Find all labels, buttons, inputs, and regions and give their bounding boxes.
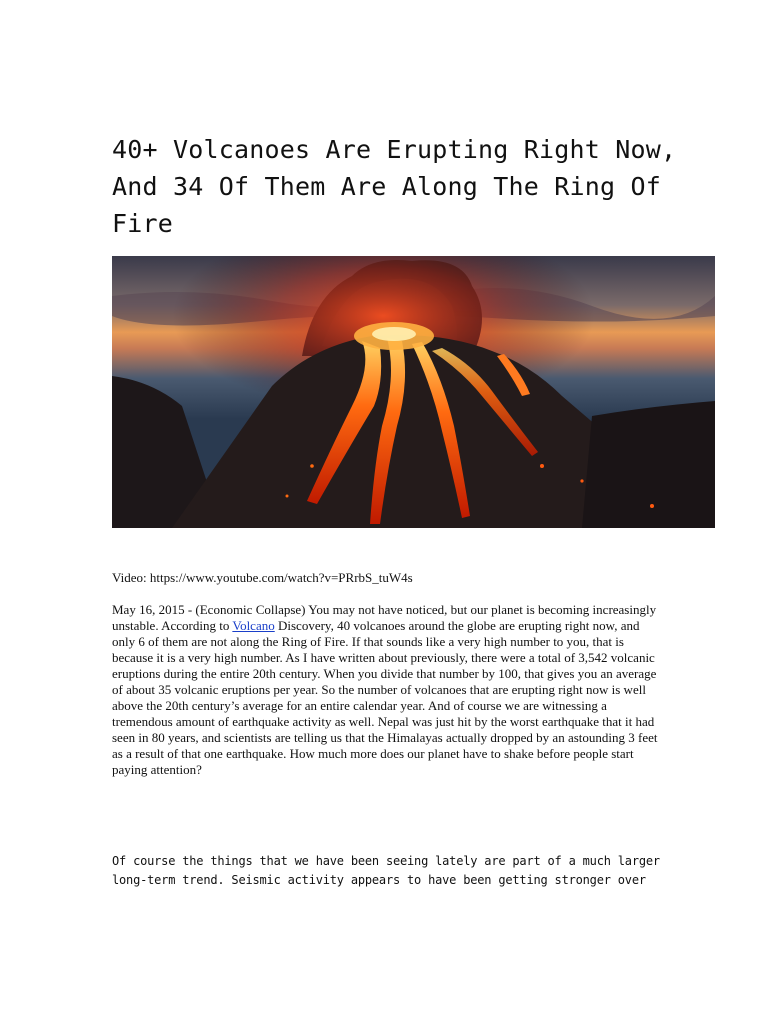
paragraph-text-start: May 16, 2015 - (Economic Collapse) You may not have noticed, but our planet is becoming increasingly unstable. According to	[112, 602, 657, 633]
paragraph-text-end: Discovery, 40 volcanoes around the globe are erupting right now, and only 6 of them are not along the Ring of Fire. If that sounds like a very high number to you, that is because it is a very high number. As I have written about previously, there were a total of 3,542 volcanic eruptions during the entire 20th century. When you divide that number by 100, that gives you an average of about 35 volcanic eruptions per year. So the number of volcanoes that are erupting right now is well above the 20th century’s average for an entire calendar year. And of course we are witnessing a tremendous amount of earthquake activity as well. Nepal was just hit by the worst earthquake that it had seen in 80 years, and scientists are telling us that the Himalayas actually dropped by an astounding 3 feet as a result of that one earthquake. How much more does our planet have to shake before people start paying attention?	[112, 618, 658, 777]
paragraph-line: Of course the things that we have been seeing lately are part of a much larger	[112, 854, 660, 868]
volcano-link[interactable]: Volcano	[232, 618, 275, 633]
article-paragraph-2	[112, 852, 672, 890]
paragraph-line: long-term trend. Seismic activity appears to have been getting stronger over	[112, 873, 646, 887]
volcano-illustration	[112, 256, 715, 528]
article-title: 40+ Volcanoes Are Erupting Right Now, And 34 Of Them Are Along The Ring Of Fire	[112, 135, 677, 238]
video-link-line: Video: https://www.youtube.com/watch?v=PRrbS_tuW4s	[112, 570, 413, 585]
article-paragraph	[112, 602, 658, 778]
volcano-eruption-image	[112, 256, 715, 528]
